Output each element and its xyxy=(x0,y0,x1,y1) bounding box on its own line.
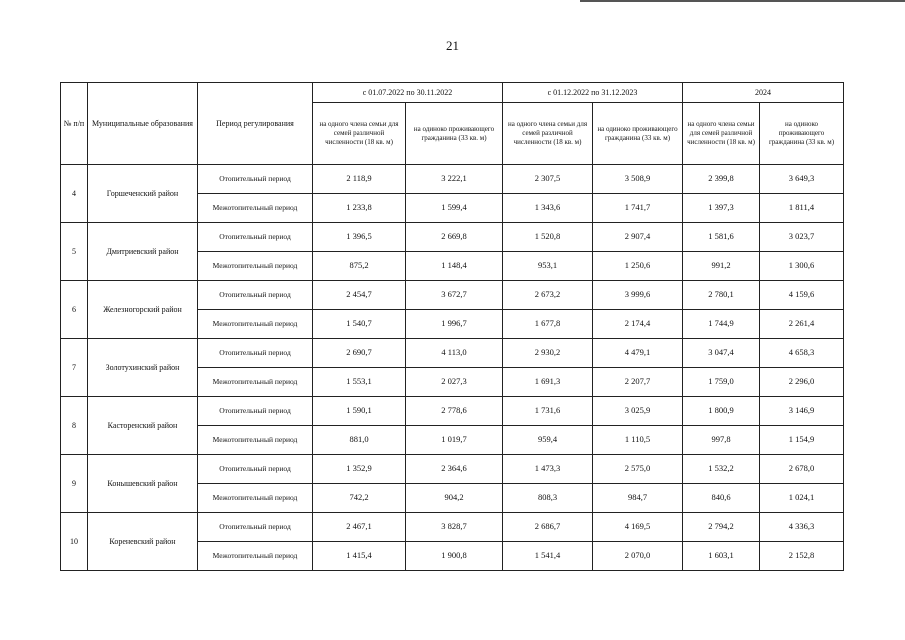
value-cell: 1 691,3 xyxy=(503,368,593,397)
value-cell: 2 399,8 xyxy=(683,165,760,194)
value-cell: 3 672,7 xyxy=(406,281,503,310)
value-cell: 4 658,3 xyxy=(760,339,844,368)
value-cell: 2 027,3 xyxy=(406,368,503,397)
value-cell: 4 479,1 xyxy=(593,339,683,368)
header-family-1: на одного члена семьи для семей различной численности (18 кв. м) xyxy=(313,103,406,165)
row-number: 7 xyxy=(61,339,88,397)
period-interheating-label: Межотопительный период xyxy=(198,252,313,281)
value-cell: 1 603,1 xyxy=(683,542,760,571)
header-single-1: на одиноко проживающего гражданина (33 кв. м) xyxy=(406,103,503,165)
table-row xyxy=(61,397,844,426)
value-cell: 840,6 xyxy=(683,484,760,513)
value-cell: 1 540,7 xyxy=(313,310,406,339)
row-number: 8 xyxy=(61,397,88,455)
value-cell: 904,2 xyxy=(406,484,503,513)
table-row xyxy=(61,513,844,542)
value-cell: 1 473,3 xyxy=(503,455,593,484)
header-range-2: с 01.12.2022 по 31.12.2023 xyxy=(503,83,683,103)
value-cell: 2 794,2 xyxy=(683,513,760,542)
period-interheating-label: Межотопительный период xyxy=(198,194,313,223)
value-cell: 875,2 xyxy=(313,252,406,281)
table-body xyxy=(61,165,844,571)
value-cell: 2 174,4 xyxy=(593,310,683,339)
value-cell: 2 261,4 xyxy=(760,310,844,339)
value-cell: 997,8 xyxy=(683,426,760,455)
value-cell: 1 343,6 xyxy=(503,194,593,223)
value-cell: 3 999,6 xyxy=(593,281,683,310)
period-heating-label: Отопительный период xyxy=(198,223,313,252)
period-interheating-label: Межотопительный период xyxy=(198,310,313,339)
value-cell: 1 532,2 xyxy=(683,455,760,484)
value-cell: 1 352,9 xyxy=(313,455,406,484)
value-cell: 1 397,3 xyxy=(683,194,760,223)
value-cell: 1 759,0 xyxy=(683,368,760,397)
period-interheating-label: Межотопительный период xyxy=(198,426,313,455)
value-cell: 2 930,2 xyxy=(503,339,593,368)
municipality-name: Конышевский район xyxy=(88,455,198,513)
value-cell: 3 047,4 xyxy=(683,339,760,368)
value-cell: 1 024,1 xyxy=(760,484,844,513)
value-cell: 3 828,7 xyxy=(406,513,503,542)
period-heating-label: Отопительный период xyxy=(198,513,313,542)
row-number: 9 xyxy=(61,455,88,513)
header-num: № п/п xyxy=(61,83,88,165)
top-scan-rule xyxy=(580,0,905,2)
period-interheating-label: Межотопительный период xyxy=(198,484,313,513)
municipality-name: Железногорский район xyxy=(88,281,198,339)
table-row xyxy=(61,339,844,368)
page-number: 21 xyxy=(446,38,459,53)
period-heating-label: Отопительный период xyxy=(198,165,313,194)
value-cell: 1 396,5 xyxy=(313,223,406,252)
header-range-3: 2024 xyxy=(683,83,844,103)
row-number: 6 xyxy=(61,281,88,339)
value-cell: 2 690,7 xyxy=(313,339,406,368)
value-cell: 1 233,8 xyxy=(313,194,406,223)
value-cell: 1 590,1 xyxy=(313,397,406,426)
value-cell: 1 741,7 xyxy=(593,194,683,223)
value-cell: 3 508,9 xyxy=(593,165,683,194)
value-cell: 1 744,9 xyxy=(683,310,760,339)
header-municipality: Муниципальные образования xyxy=(88,83,198,165)
value-cell: 2 907,4 xyxy=(593,223,683,252)
period-heating-label: Отопительный период xyxy=(198,339,313,368)
value-cell: 2 118,9 xyxy=(313,165,406,194)
value-cell: 4 159,6 xyxy=(760,281,844,310)
value-cell: 1 110,5 xyxy=(593,426,683,455)
table-row xyxy=(61,455,844,484)
value-cell: 1 300,6 xyxy=(760,252,844,281)
value-cell: 1 677,8 xyxy=(503,310,593,339)
value-cell: 2 307,5 xyxy=(503,165,593,194)
value-cell: 1 553,1 xyxy=(313,368,406,397)
value-cell: 2 070,0 xyxy=(593,542,683,571)
value-cell: 1 148,4 xyxy=(406,252,503,281)
header-row-ranges xyxy=(61,83,844,103)
value-cell: 2 467,1 xyxy=(313,513,406,542)
value-cell: 953,1 xyxy=(503,252,593,281)
value-cell: 3 146,9 xyxy=(760,397,844,426)
value-cell: 4 169,5 xyxy=(593,513,683,542)
value-cell: 959,4 xyxy=(503,426,593,455)
value-cell: 4 113,0 xyxy=(406,339,503,368)
header-range-1: с 01.07.2022 по 30.11.2022 xyxy=(313,83,503,103)
period-heating-label: Отопительный период xyxy=(198,397,313,426)
value-cell: 1 731,6 xyxy=(503,397,593,426)
table-row xyxy=(61,165,844,194)
value-cell: 2 686,7 xyxy=(503,513,593,542)
value-cell: 3 023,7 xyxy=(760,223,844,252)
value-cell: 3 025,9 xyxy=(593,397,683,426)
municipality-name: Золотухинский район xyxy=(88,339,198,397)
norms-table xyxy=(60,82,844,571)
municipality-name: Горшеченский район xyxy=(88,165,198,223)
value-cell: 2 296,0 xyxy=(760,368,844,397)
header-period: Период регулирования xyxy=(198,83,313,165)
period-interheating-label: Межотопительный период xyxy=(198,368,313,397)
value-cell: 1 250,6 xyxy=(593,252,683,281)
value-cell: 1 581,6 xyxy=(683,223,760,252)
row-number: 10 xyxy=(61,513,88,571)
value-cell: 1 154,9 xyxy=(760,426,844,455)
value-cell: 991,2 xyxy=(683,252,760,281)
value-cell: 1 996,7 xyxy=(406,310,503,339)
value-cell: 2 364,6 xyxy=(406,455,503,484)
value-cell: 1 019,7 xyxy=(406,426,503,455)
value-cell: 2 454,7 xyxy=(313,281,406,310)
value-cell: 808,3 xyxy=(503,484,593,513)
value-cell: 2 152,8 xyxy=(760,542,844,571)
table-row xyxy=(61,223,844,252)
value-cell: 2 780,1 xyxy=(683,281,760,310)
header-family-2: на одного члена семьи для семей различной численности (18 кв. м) xyxy=(503,103,593,165)
value-cell: 4 336,3 xyxy=(760,513,844,542)
header-single-3: на одиноко проживающего гражданина (33 кв. м) xyxy=(760,103,844,165)
row-number: 4 xyxy=(61,165,88,223)
value-cell: 2 575,0 xyxy=(593,455,683,484)
municipality-name: Касторенский район xyxy=(88,397,198,455)
municipality-name: Дмитриевский район xyxy=(88,223,198,281)
value-cell: 881,0 xyxy=(313,426,406,455)
period-heating-label: Отопительный период xyxy=(198,281,313,310)
value-cell: 3 649,3 xyxy=(760,165,844,194)
value-cell: 984,7 xyxy=(593,484,683,513)
value-cell: 1 900,8 xyxy=(406,542,503,571)
value-cell: 2 669,8 xyxy=(406,223,503,252)
value-cell: 1 599,4 xyxy=(406,194,503,223)
value-cell: 742,2 xyxy=(313,484,406,513)
value-cell: 3 222,1 xyxy=(406,165,503,194)
value-cell: 1 541,4 xyxy=(503,542,593,571)
municipality-name: Кореневский район xyxy=(88,513,198,571)
row-number: 5 xyxy=(61,223,88,281)
header-family-3: на одного члена семьи для семей различной численности (18 кв. м) xyxy=(683,103,760,165)
value-cell: 2 678,0 xyxy=(760,455,844,484)
table-row xyxy=(61,281,844,310)
period-heating-label: Отопительный период xyxy=(198,455,313,484)
value-cell: 1 415,4 xyxy=(313,542,406,571)
value-cell: 1 520,8 xyxy=(503,223,593,252)
value-cell: 2 778,6 xyxy=(406,397,503,426)
value-cell: 1 800,9 xyxy=(683,397,760,426)
header-single-2: на одиноко проживающего гражданина (33 кв. м) xyxy=(593,103,683,165)
period-interheating-label: Межотопительный период xyxy=(198,542,313,571)
value-cell: 1 811,4 xyxy=(760,194,844,223)
value-cell: 2 673,2 xyxy=(503,281,593,310)
value-cell: 2 207,7 xyxy=(593,368,683,397)
